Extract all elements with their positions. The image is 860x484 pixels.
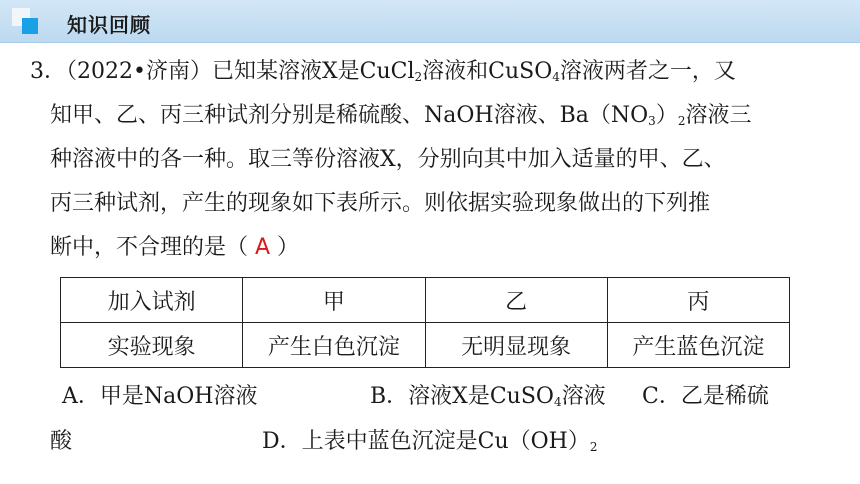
table-cell: 甲 <box>243 278 425 323</box>
table-cell: 丙 <box>607 278 789 323</box>
table-cell: 产生蓝色沉淀 <box>607 323 789 368</box>
table-cell: 实验现象 <box>61 323 243 368</box>
question-line-1: 3．（2022•济南）已知某溶液X是CuCl$_2$溶液和CuSO$_4$溶液两者之一，又 <box>30 59 736 84</box>
table-cell: 加入试剂 <box>61 278 243 323</box>
option-b: B．溶液X是CuSO$_4$溶液 <box>370 384 606 409</box>
table-cell: 产生白色沉淀 <box>243 323 425 368</box>
option-d: D．上表中蓝色沉淀是$Cu(OH)_2$ <box>262 429 598 454</box>
question-line-4: 丙三种试剂，产生的现象如下表所示。则依据实验现象做出的下列推 <box>50 191 711 216</box>
section-logo-icon <box>12 8 42 36</box>
table-cell: 乙 <box>425 278 607 323</box>
section-header <box>0 0 860 43</box>
option-c-continued: 酸 <box>50 429 73 454</box>
table-cell: 无明显现象 <box>425 323 607 368</box>
table-row <box>61 278 790 323</box>
option-a: A．甲是NaOH溶液 <box>62 384 258 409</box>
section-title: 知识回顾 <box>67 13 151 37</box>
question-line-3: 种溶液中的各一种。取三等份溶液X，分别向其中加入适量的甲、乙、 <box>50 147 726 172</box>
table-row <box>61 323 790 368</box>
option-c: C．乙是稀硫 <box>642 384 769 409</box>
answer-mark: A <box>255 235 271 260</box>
experiment-table <box>60 277 790 368</box>
question-line-5: 断中，不合理的是（ A ） <box>50 235 300 260</box>
question-line-2: 知甲、乙、丙三种试剂分别是稀硫酸、NaOH溶液、$Ba(NO_3)_2$溶液三 <box>50 103 752 128</box>
